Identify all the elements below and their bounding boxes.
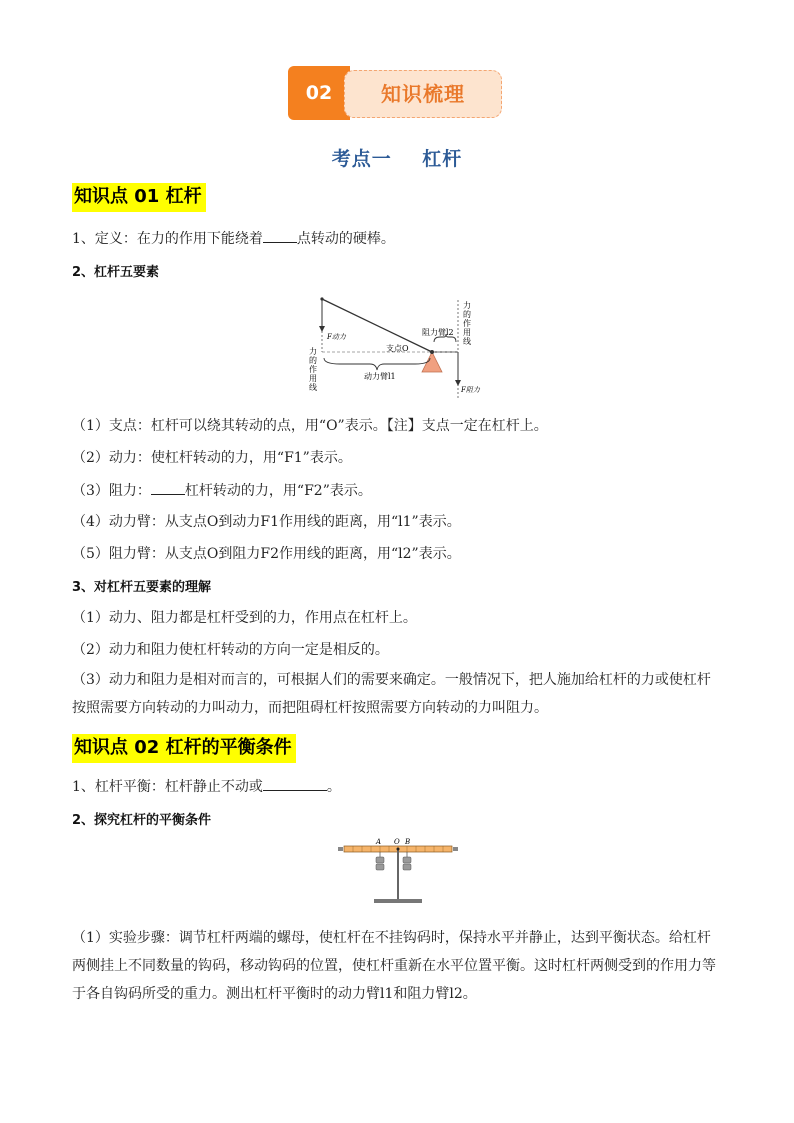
right-line-char: 力 [463,301,471,310]
resistance-prefix: （3）阻力： [72,483,151,499]
force-dong-arrowhead [319,326,325,332]
understanding-heading: 3、对杠杆五要素的理解 [72,580,212,595]
banner-number: 02 [288,66,350,120]
force-zu-label: F阻力 [461,386,480,394]
balance-blank [263,776,327,791]
definition-suffix: 点转动的硬棒。 [296,231,395,247]
balance-suffix: 。 [326,779,341,795]
point-fulcrum: （1）支点：杠杆可以绕其转动的点，用“O”表示。【注】支点一定在杠杆上。 [72,418,548,434]
section-banner [288,66,504,120]
experiment-heading: 2、探究杠杆的平衡条件 [72,813,212,828]
right-line-char: 的 [463,310,471,319]
stand-base [374,899,422,903]
lever-bar [322,299,432,352]
left-line-char: 力 [309,347,317,356]
knowledge-point-1-title: 知识点 01 杠杆 [72,183,206,212]
left-nut [338,847,343,851]
understanding-1: （1）动力、阻力都是杠杆受到的力，作用点在杠杆上。 [72,610,417,626]
understanding-2: （2）动力和阻力使杠杆转动的方向一定是相反的。 [72,642,389,658]
pivot-point [430,350,434,354]
definition-blank [263,228,297,243]
pivot-point [397,848,400,851]
point-effort-arm: （4）动力臂：从支点O到动力F1作用线的距离，用“l1”表示。 [72,514,461,530]
right-nut [453,847,458,851]
weight-left-2 [376,864,384,870]
point-resistance [72,480,372,501]
banner-label: 知识梳理 [344,70,502,118]
knowledge-point-2-title: 知识点 02 杠杆的平衡条件 [72,734,296,763]
weight-left-1 [376,857,384,863]
resistance-arm-label: 阻力臂l2 [422,328,454,337]
right-line-char: 线 [463,337,471,346]
right-line-char: 用 [463,328,471,337]
left-line-char: 用 [309,374,317,383]
balance-definition-line [72,776,341,797]
resistance-blank [151,480,185,495]
right-line-char: 作 [463,319,471,328]
fulcrum-triangle [422,352,442,372]
left-line-of-action-label [309,346,317,392]
pivot-label: 支点O [386,344,409,353]
experiment-steps: （1）实验步骤：调节杠杆两端的螺母，使杠杆在不挂钩码时，保持水平并静止，达到平衡状态。给杠杆两侧挂上不同数量的钩码，移动钩码的位置，使杠杆重新在水平位置平衡。这时杠杆两侧受到的作用力等于各自钩码所受的重力。测出杠杆平衡时的动力臂l1和阻力臂l2。 [72,930,716,1002]
five-elements-heading: 2、杠杆五要素 [72,265,160,280]
point-o-label: O [394,838,400,846]
lever-five-elements-diagram [300,290,500,402]
force-dong-label: F动力 [327,333,346,341]
definition-prefix: 1、定义：在力的作用下能绕着 [72,231,263,247]
understanding-3: （3）动力和阻力是相对而言的，可根据人们的需要来确定。一般情况下，把人施加给杠杆的力或使杠杆按照需要方向转动的力叫动力，而把阻碍杠杆按照需要方向转动的力叫阻力。 [72,672,711,716]
definition-line [72,228,395,249]
right-line-of-action-label [463,300,471,346]
power-arm-label: 动力臂l1 [364,372,396,381]
weight-right-2 [403,864,411,870]
point-a-label: A [376,838,382,846]
balance-prefix: 1、杠杆平衡：杠杆静止不动或 [72,779,263,795]
resistance-suffix: 杠杆转动的力，用“F2”表示。 [184,483,372,499]
left-line-char: 的 [309,356,317,365]
power-arm-brace [324,358,430,370]
point-b-label: B [405,838,411,846]
point-resistance-arm: （5）阻力臂：从支点O到阻力F2作用线的距离，用“l2”表示。 [72,546,461,562]
left-line-char: 线 [309,383,317,392]
point-effort: （2）动力：使杠杆转动的力，用“F1”表示。 [72,450,352,466]
left-line-char: 作 [309,365,317,374]
exam-point-title: 考点一 杠杆 [331,148,463,170]
lever-balance-experiment-diagram [336,836,460,908]
weight-right-1 [403,857,411,863]
